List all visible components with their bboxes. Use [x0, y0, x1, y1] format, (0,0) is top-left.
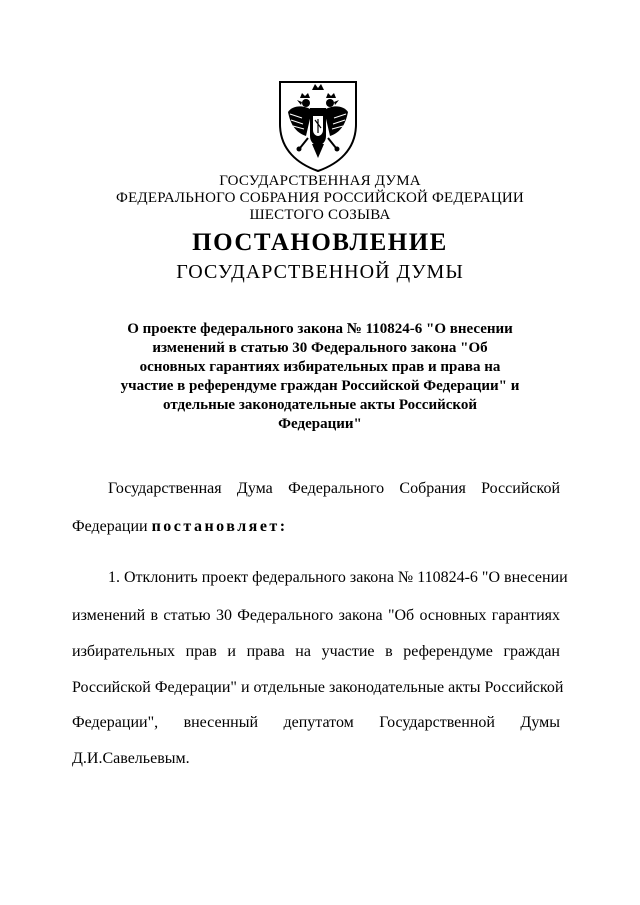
clause-line: избирательных прав и права на участие в референдуме граждан: [72, 643, 560, 660]
bill-title-line: изменений в статью 30 Федерального закона "Об: [152, 340, 488, 356]
double-headed-eagle-icon: [272, 78, 364, 174]
clause-line: 1. Отклонить проект федерального закона № 110824-6 "О внесении: [108, 569, 568, 586]
coat-of-arms-emblem: [272, 78, 364, 174]
bill-title-line: Федерации": [278, 416, 362, 432]
preamble-line: [72, 518, 288, 536]
resolves-word: постановляет:: [151, 518, 288, 535]
clause-line: Д.И.Савельевым.: [72, 750, 190, 767]
clause-line: изменений в статью 30 Федерального закона "Об основных гарантиях: [72, 607, 560, 624]
bill-title-line: отдельные законодательные акты Российской: [163, 397, 477, 413]
bill-title-line: основных гарантиях избирательных прав и права на: [139, 359, 501, 375]
bill-title-line: участие в референдуме граждан Российской Федерации" и: [120, 378, 520, 394]
header-line-assembly: ФЕДЕРАЛЬНОГО СОБРАНИЯ РОССИЙСКОЙ ФЕДЕРАЦИИ: [116, 190, 524, 206]
preamble-line: Государственная Дума Федерального Собрания Российской: [108, 480, 560, 497]
header-line-convocation: ШЕСТОГО СОЗЫВА: [249, 207, 391, 223]
clause-line: Федерации", внесенный депутатом Государственной Думы: [72, 714, 560, 731]
preamble-prefix: Федерации: [72, 518, 152, 535]
clause-line: Российской Федерации" и отдельные законодательные акты Российской: [72, 679, 564, 696]
document-title: ПОСТАНОВЛЕНИЕ: [192, 229, 448, 256]
bill-title-line: О проекте федерального закона № 110824-6 "О внесении: [127, 321, 513, 337]
document-subtitle: ГОСУДАРСТВЕННОЙ ДУМЫ: [176, 261, 464, 283]
header-line-duma: ГОСУДАРСТВЕННАЯ ДУМА: [219, 173, 421, 189]
